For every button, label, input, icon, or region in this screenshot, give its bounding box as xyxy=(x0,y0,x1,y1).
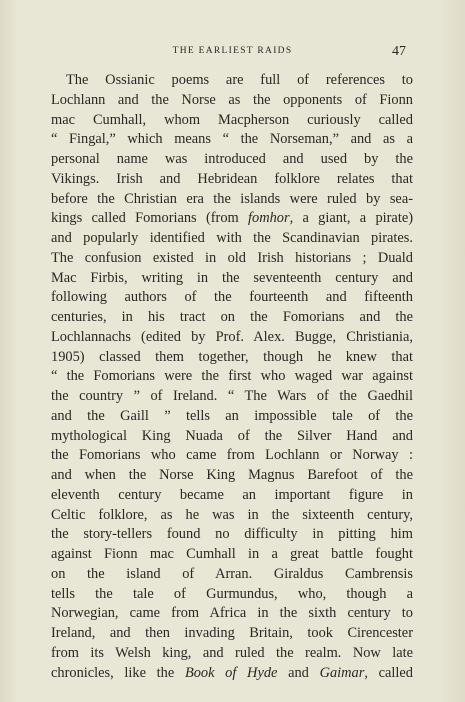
text-line: and when the Norse King Magnus Barefoot of the xyxy=(51,467,413,483)
text-line: against Fionn mac Cumhall in a great battle fought xyxy=(51,546,413,562)
text-line: eleventh century became an important figure in xyxy=(51,486,413,503)
text-line: Lochlannachs (edited by Prof. Alex. Bugge, Christiania, xyxy=(51,328,413,345)
text-line: mythological King Nuada of the Silver Hand and xyxy=(51,427,413,444)
text-line: and the Gaill ” tells an impossible tale of the xyxy=(51,407,413,424)
page-header xyxy=(0,44,465,64)
text-line: before the Christian era the islands were ruled by sea- xyxy=(51,190,413,207)
running-head: THE EARLIEST RAIDS xyxy=(172,46,293,56)
text-line: The confusion existed in old Irish historians ; Duald xyxy=(51,249,413,266)
text-line: Vikings. Irish and Hebridean folklore relates that xyxy=(51,170,413,187)
text-line: following authors of the fourteenth and fifteenth xyxy=(51,289,413,306)
text-line: on the island of Arran. Giraldus Cambrensis xyxy=(51,565,413,582)
italic-title: Book of Hyde xyxy=(184,664,278,681)
text-line: chronicles, like the Book of Hyde and Gaimar, called xyxy=(51,664,413,681)
text-line: kings called Fomorians (from fomhor, a giant, a pirate) xyxy=(51,210,413,227)
text-line: The Ossianic poems are full of references to xyxy=(66,72,413,88)
text-line: “ the Fomorians were the first who waged war against xyxy=(51,368,413,385)
text-line: from its Welsh king, and ruled the realm. Now late xyxy=(51,644,413,661)
text-line: Lochlann and the Norse as the opponents of Fionn xyxy=(51,91,413,108)
text-line: the Fomorians who came from Lochlann or Norway : xyxy=(51,447,413,464)
text-line: personal name was introduced and used by the xyxy=(51,151,413,167)
text-line: the story-tellers found no difficulty in pitting him xyxy=(51,526,413,543)
text-line: “ Fingal,” which means “ the Norseman,” and as a xyxy=(51,131,413,148)
text-line: 1905) classed them together, though he knew that xyxy=(51,348,413,365)
text-line: centuries, in his tract on the Fomorians and the xyxy=(51,309,413,325)
text-line: Celtic folklore, as he was in the sixteenth century, xyxy=(51,506,413,523)
italic-title: Gaimar xyxy=(319,664,365,681)
body-text xyxy=(51,71,413,683)
text-line: Ireland, and then invading Britain, took Cirencester xyxy=(51,625,413,641)
text-line: mac Cumhall, whom Macpherson curiously called xyxy=(51,111,413,128)
text-line: and popularly identified with the Scandinavian pirates. xyxy=(51,230,413,246)
italic-term: fomhor xyxy=(248,210,290,227)
text-line: Norwegian, came from Africa in the sixth century to xyxy=(51,605,413,622)
text-line: tells the tale of Gurmundus, who, though a xyxy=(51,585,413,602)
text-line: the country ” of Ireland. “ The Wars of the Gaedhil xyxy=(51,388,413,404)
text-line: Mac Firbis, writing in the seventeenth century and xyxy=(51,269,413,286)
page-number: 47 xyxy=(392,44,406,59)
